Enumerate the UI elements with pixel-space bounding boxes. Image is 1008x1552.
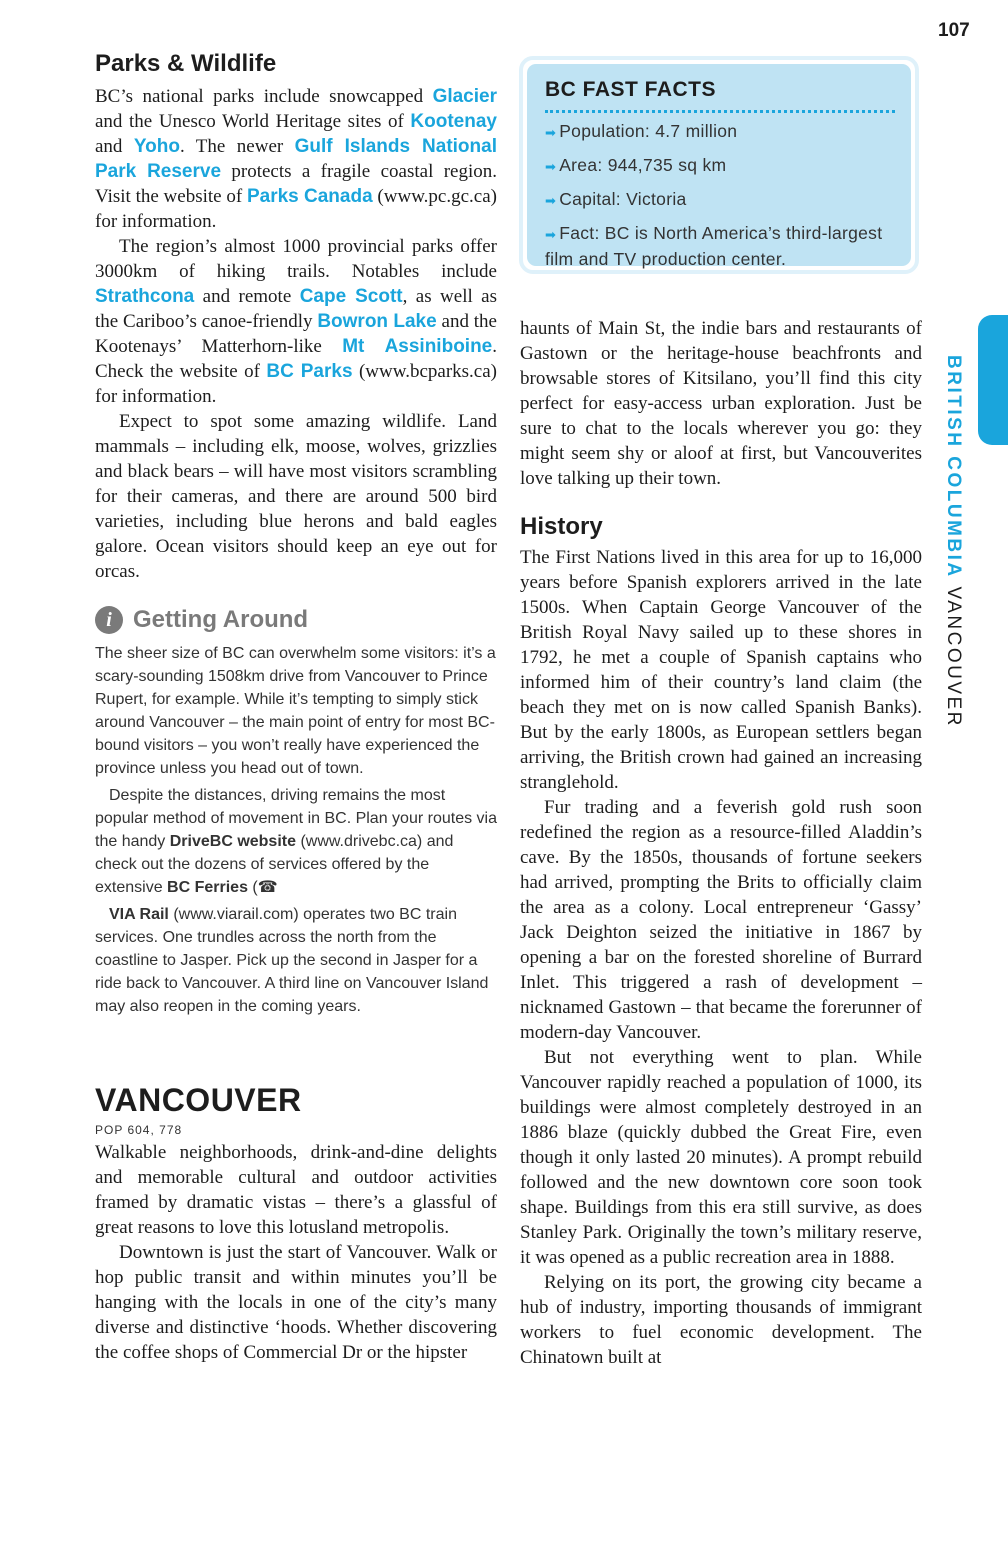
parks-paragraph-1: BC’s national parks include snowcapped Glacier and the Unesco World Heritage sites of Kootenay and Yoho. The newer Gulf Islands National Park Reserve protects a fragile coastal region. Visit the website of Parks Canada (www.pc.gc.ca) for information.: [95, 86, 497, 232]
arrow-icon: ➡: [545, 125, 557, 140]
history-heading: History: [520, 513, 603, 540]
history-paragraph-2: Fur trading and a feverish gold rush soon redefined the region as a resource-filled Aladdin’s cave. By the 1850s, thousands of fortune seekers had arrived, prompting the Brits to officially claim the area as a colony. Local entrepreneur ‘Gassy’ Jack Deighton seized the initiative in 1867 by opening a bar on the forested shoreline of Burrard Inlet. This triggered a rash of development – nicknamed Gastown – that became the forerunner of modern-day Vancouver.: [520, 797, 922, 1043]
section-label-primary: BRITISH COLUMBIA: [943, 355, 964, 579]
page-number: 107: [938, 20, 970, 41]
link-strathcona: Strathcona: [95, 286, 195, 307]
via-rail: VIA Rail: [109, 906, 169, 923]
fact-area: ➡ Area: 944,735 sq km: [545, 155, 727, 175]
vancouver-paragraph-2-continued: haunts of Main St, the indie bars and restaurants of Gastown or the heritage-house beachfronts and browsable stores of Kitsilano, you’ll find this city perfect for easy-access urban exploration. Just be sure to chat to the locals wherever you go: they might seem shy or aloof at first, but Vancouverites love talking up their town.: [520, 318, 922, 489]
vancouver-population: POP 604, 778: [95, 1123, 183, 1137]
history-paragraph-1: The First Nations lived in this area for up to 16,000 years before Spanish explorers arrived in the late 1500s. When Captain George Vancouver of the British Royal Navy sailed up to these shores in 1792, he met a couple of Spanish captains who informed him of their country’s land claim (the beach they met on is now called Spanish Banks). But by the early 1800s, as European settlers began arriving, the British crown had gained an increasing stranglehold.: [520, 547, 922, 793]
link-parks-canada: Parks Canada: [246, 186, 373, 207]
getting-around-paragraph-2: Despite the distances, driving remains the most popular method of movement in BC. Plan your routes via the handy DriveBC website (www.drivebc.ca) and check out the dozens of services offered by the extensive BC Ferries (☎: [95, 787, 497, 896]
getting-around-paragraph-3: VIA Rail (www.viarail.com) operates two BC train services. One trundles across the north from the coastline to Jasper. Pick up the second in Jasper for a ride back to Vancouver. A third line on Vancouver Island may also reopen in the coming years.: [95, 906, 489, 1015]
getting-around-title: Getting Around: [133, 606, 309, 633]
link-cape-scott: Cape Scott: [299, 286, 403, 307]
section-tab: [978, 315, 1008, 445]
arrow-icon: ➡: [545, 159, 557, 174]
link-glacier: Glacier: [432, 86, 497, 107]
history-paragraph-3: But not everything went to plan. While Vancouver rapidly reached a population of 1000, its buildings were almost completely destroyed in an 1886 blaze (quickly dubbed the Great Fire, even though it only lasted 20 minutes). A prompt rebuild followed and the new downtown core soon took shape. Buildings from this era still survive, as does Stanley Park. Originally the town’s military reserve, it was opened as a public recreation area in 1888.: [520, 1047, 922, 1268]
getting-around-header: [95, 606, 497, 634]
vancouver-paragraph-1: Walkable neighborhoods, drink-and-dine delights and memorable cultural and outdoor activities framed by dramatic vistas – there’s a glassful of great reasons to love this lotusland metropolis.: [95, 1142, 497, 1238]
fast-facts-box: [519, 56, 919, 274]
info-icon: i: [95, 606, 123, 634]
parks-paragraph-2: The region’s almost 1000 provincial parks offer 3000km of hiking trails. Notables include Strathcona and remote Cape Scott, as well as the Cariboo’s canoe-friendly Bowron Lake and the Kootenays’ Matterhorn-like Mt Assiniboine. Check the website of BC Parks (www.bcparks.ca) for information.: [95, 236, 498, 407]
arrow-icon: ➡: [545, 193, 557, 208]
drivebc-website: DriveBC website: [169, 833, 296, 850]
link-kootenay: Kootenay: [410, 111, 497, 132]
arrow-icon: ➡: [545, 227, 557, 242]
fact-capital: ➡ Capital: Victoria: [545, 189, 687, 209]
getting-around-paragraph-1: The sheer size of BC can overwhelm some visitors: it’s a scary-sounding 1508km drive from Vancouver to Prince Rupert, for example. While it’s tempting to simply stick around Vancouver – the main point of entry for most BC-bound visitors – you won’t really have experienced the province unless you head out of town.: [95, 645, 496, 777]
link-gulf-islands: Gulf Islands National Park Reserve: [95, 136, 497, 182]
left-column: [95, 50, 497, 1365]
fast-facts-title: BC FAST FACTS: [545, 78, 717, 101]
fast-facts-divider: [545, 110, 895, 113]
bc-ferries: BC Ferries: [167, 879, 248, 896]
phone-icon: ☎: [257, 879, 278, 896]
parks-paragraph-3: Expect to spot some amazing wildlife. Land mammals – including elk, moose, wolves, grizzlies and black bears – will have most visitors scrambling for their cameras, and there are around 500 bird varieties, including blue herons and bald eagles galore. Ocean visitors should keep an eye out for orcas.: [95, 411, 497, 582]
fact-population: ➡ Population: 4.7 million: [545, 121, 738, 141]
link-bc-parks: BC Parks: [266, 361, 353, 382]
link-mt-assiniboine: Mt Assiniboine: [342, 336, 493, 357]
fact-film: ➡ Fact: BC is North America’s third-largest film and TV production center.: [545, 223, 883, 269]
right-column: [520, 316, 922, 1370]
section-label: [936, 355, 966, 728]
link-yoho: Yoho: [133, 136, 180, 157]
history-paragraph-4: Relying on its port, the growing city became a hub of industry, importing thousands of immigrant workers to fuel economic development. The Chinatown built at: [520, 1272, 922, 1368]
parks-heading: Parks & Wildlife: [95, 50, 277, 77]
vancouver-heading: VANCOUVER: [95, 1082, 302, 1118]
link-bowron-lake: Bowron Lake: [317, 311, 437, 332]
section-label-secondary: VANCOUVER: [943, 586, 964, 728]
vancouver-paragraph-2: Downtown is just the start of Vancouver. Walk or hop public transit and within minutes you’ll be hanging with the locals in one of the city’s many diverse and distinctive ‘hoods. Whether discovering the coffee shops of Commercial Dr or the hipster: [95, 1242, 497, 1363]
